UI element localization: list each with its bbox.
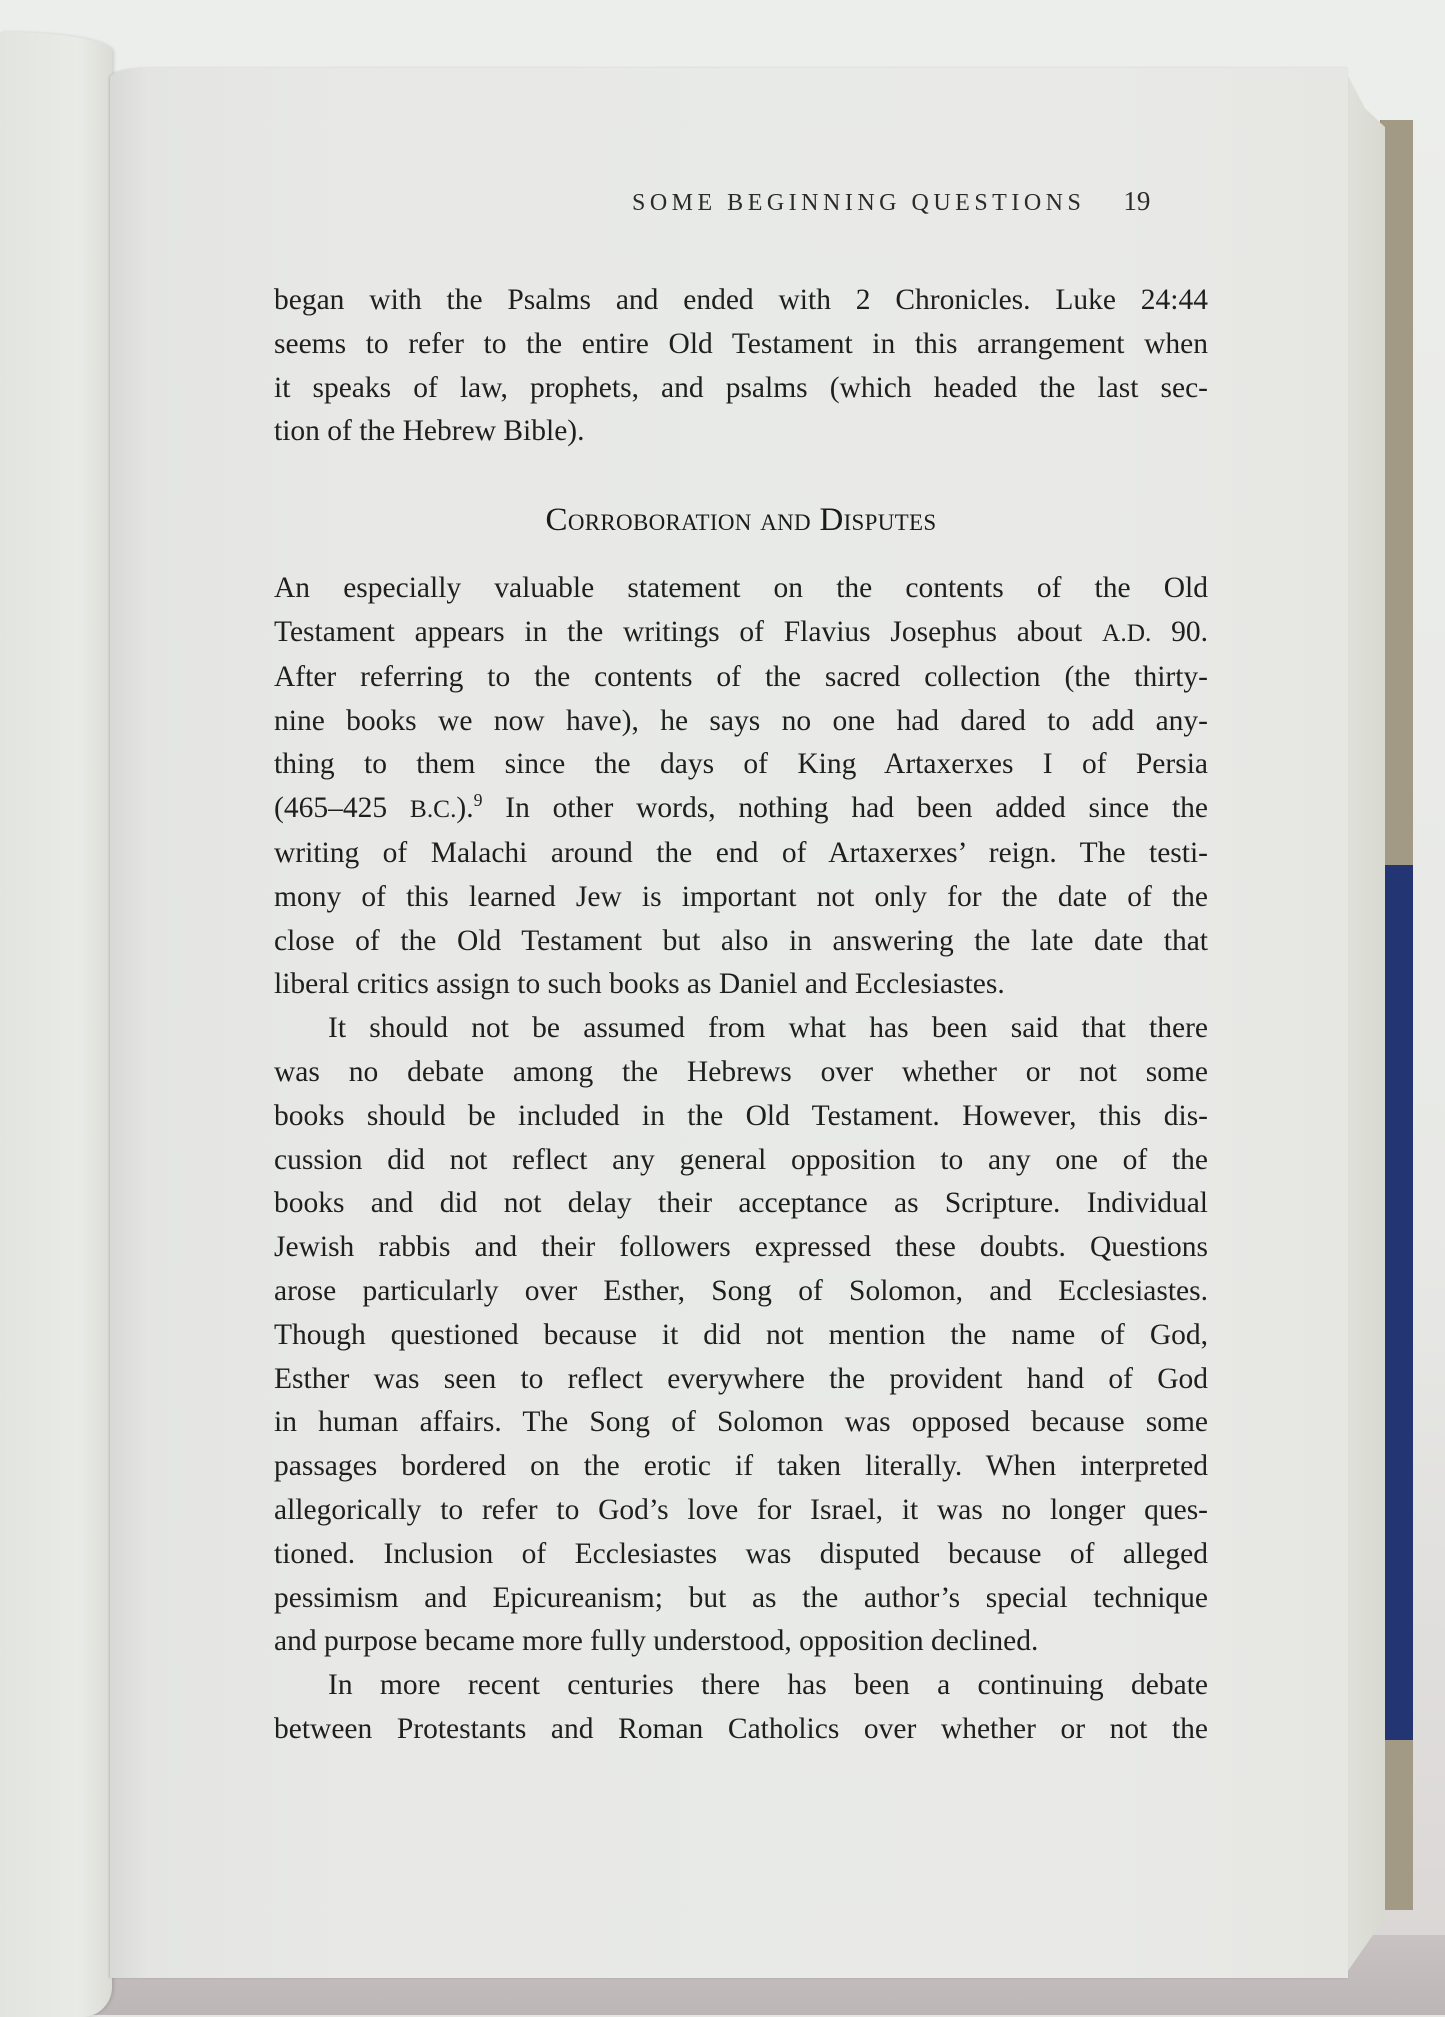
text-line: seems to refer to the entire Old Testament in this arrangement when (274, 327, 1208, 360)
text-line: In more recent centuries there has been a continuing debate (328, 1669, 1208, 1702)
text-line: pessimism and Epicureanism; but as the author’s special technique (274, 1581, 1208, 1614)
text-line: An especially valuable statement on the contents of the Old (274, 572, 1208, 605)
text-line: liberal critics assign to such books as Daniel and Ecclesiastes. (274, 968, 1005, 1001)
text-line: Though questioned because it did not mention the name of God, (274, 1318, 1208, 1351)
cover-blue-band (1381, 865, 1413, 1740)
page-block-edge (1345, 70, 1385, 1975)
text-line: mony of this learned Jew is important not only for the date of the (274, 880, 1208, 913)
text-span: In other words, nothing had been added since the (482, 792, 1209, 825)
text-line: thing to them since the days of King Artaxerxes I of Persia (274, 748, 1208, 781)
running-head-title: SOME BEGINNING QUESTIONS (632, 190, 1086, 216)
paragraph (274, 1007, 1208, 1664)
right-page (110, 68, 1348, 1978)
text-line: was no debate among the Hebrews over whether or not some (274, 1055, 1208, 1088)
text-span: (465–425 (274, 792, 388, 825)
text-line: It should not be assumed from what has been said that there (328, 1012, 1208, 1045)
era-abbreviation: A.D. (1102, 618, 1152, 647)
body-text (274, 279, 1208, 1752)
text-line: books should be included in the Old Testament. However, this dis- (274, 1099, 1208, 1132)
text-line: books and did not delay their acceptance as Scripture. Individual (274, 1187, 1208, 1220)
paragraph (274, 279, 1208, 454)
text-line: allegorically to refer to God’s love for Israel, it was no longer ques- (274, 1493, 1208, 1526)
left-page-edge (0, 32, 112, 2017)
running-head (632, 186, 1332, 217)
text-line: Jewish rabbis and their followers expressed these doubts. Questions (274, 1231, 1208, 1264)
text-span: 90. (1171, 615, 1209, 648)
footnote-marker[interactable]: 9 (473, 790, 483, 811)
text-line: writing of Malachi around the end of Artaxerxes’ reign. The testi- (274, 836, 1208, 869)
era-abbreviation: B.C. (409, 795, 457, 824)
text-line: close of the Old Testament but also in answering the late date that (274, 924, 1208, 957)
text-line: Esther was seen to reflect everywhere the provident hand of God (274, 1362, 1208, 1395)
text-line: passages bordered on the erotic if taken literally. When interpreted (274, 1450, 1208, 1483)
text-line: tioned. Inclusion of Ecclesiastes was disputed because of alleged (274, 1537, 1208, 1570)
text-line: in human affairs. The Song of Solomon was opposed because some (274, 1406, 1208, 1439)
text-line: began with the Psalms and ended with 2 Chronicles. Luke 24:44 (274, 284, 1208, 316)
text-line (274, 787, 1208, 832)
paragraph (274, 567, 1208, 1007)
text-line: it speaks of law, prophets, and psalms (which headed the last sec- (274, 371, 1208, 404)
text-line: cussion did not reflect any general opposition to any one of the (274, 1143, 1208, 1176)
text-line: and purpose became more fully understood, opposition declined. (274, 1625, 1039, 1658)
text-span: Testament appears in the writings of Flavius Josephus about (274, 615, 1083, 648)
text-line: tion of the Hebrew Bible). (274, 415, 585, 448)
text-line: between Protestants and Roman Catholics over whether or not the (274, 1712, 1208, 1745)
page-number: 19 (1123, 186, 1151, 216)
text-line: After referring to the contents of the sacred collection (the thirty- (274, 660, 1208, 693)
paragraph (274, 1664, 1208, 1752)
text-line: arose particularly over Esther, Song of Solomon, and Ecclesiastes. (274, 1274, 1208, 1307)
text-line: nine books we now have), he says no one had dared to add any- (274, 704, 1208, 737)
section-heading: Corroboration and Disputes (545, 502, 937, 539)
text-span: ). (456, 792, 474, 825)
text-line (274, 611, 1208, 656)
